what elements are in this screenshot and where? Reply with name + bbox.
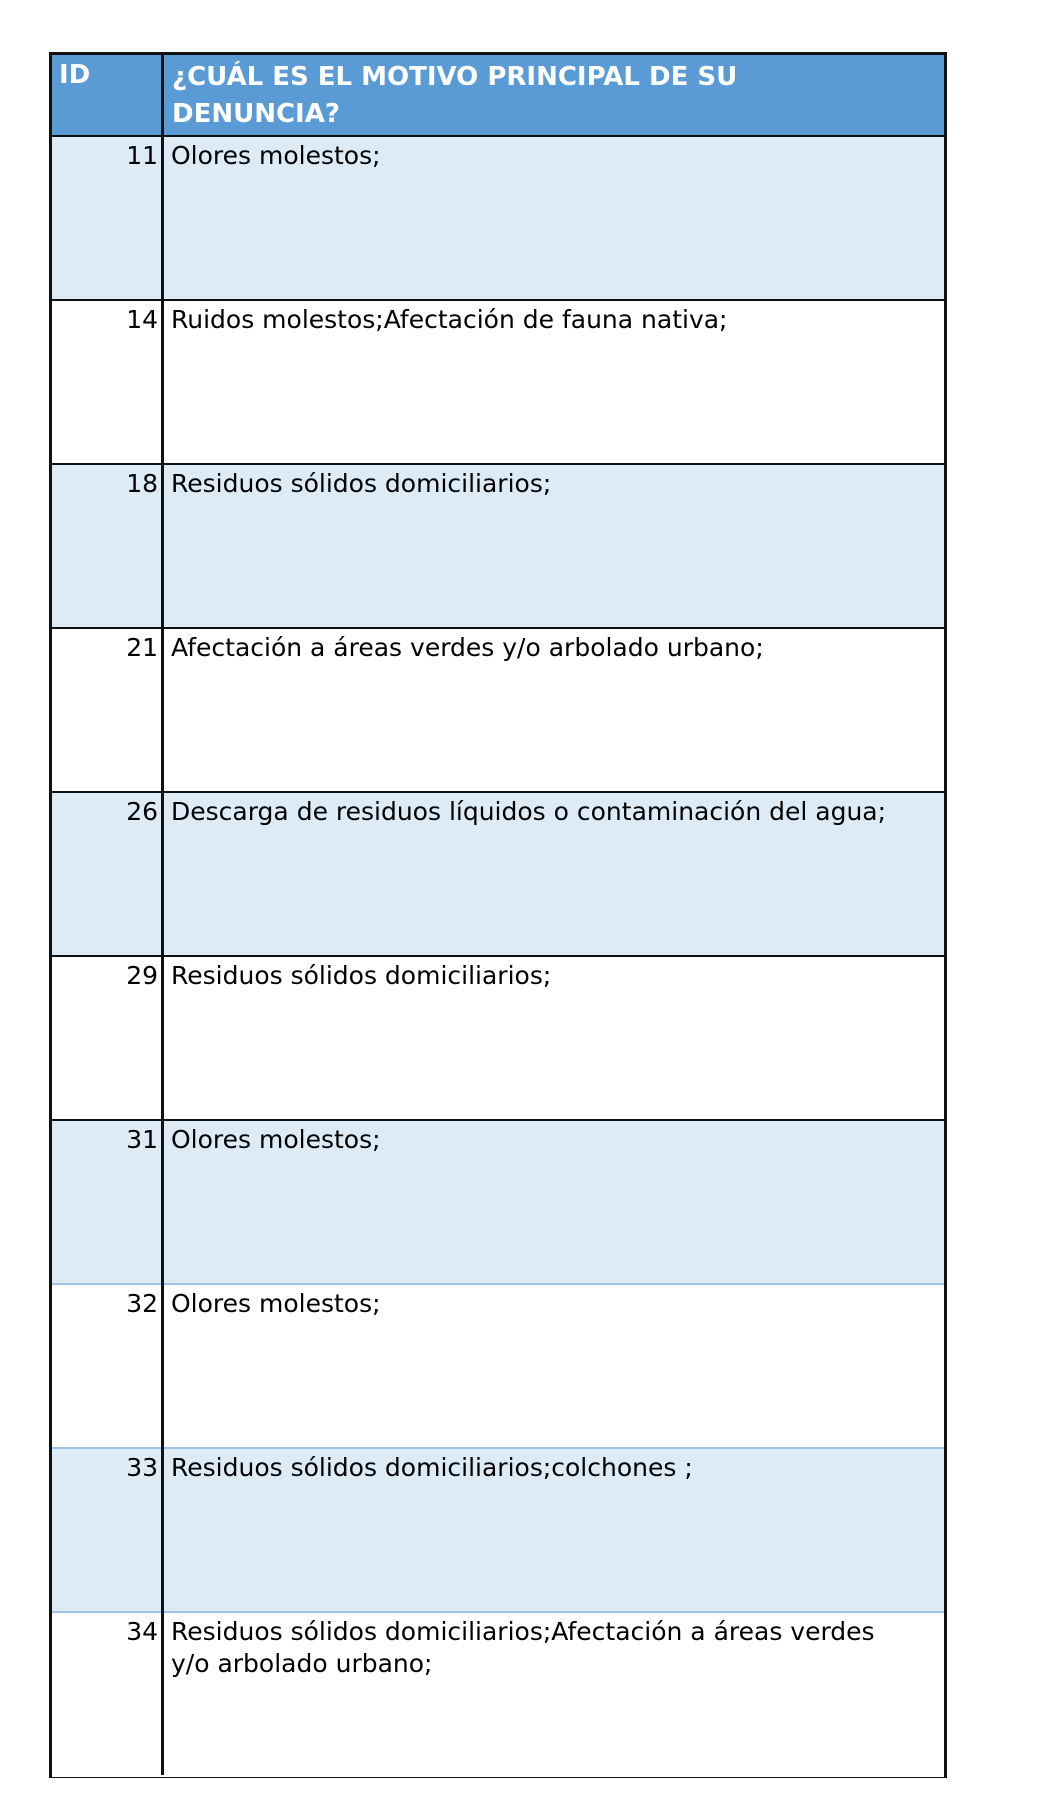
table-row [52,1285,944,1449]
row-id: 26 [126,797,158,826]
table-row [52,1449,944,1613]
row-reason: Residuos sólidos domiciliarios; [171,961,552,990]
row-id: 33 [126,1453,158,1482]
row-id: 14 [126,305,158,334]
header-id: ID [59,60,91,90]
row-reason: Olores molestos; [171,141,381,170]
table-row [52,793,944,957]
row-reason: Descarga de residuos líquidos o contaminación del agua; [171,797,887,826]
row-reason: Ruidos molestos;Afectación de fauna nativa; [171,305,728,334]
table-row [52,1613,944,1777]
row-id: 21 [126,633,158,662]
column-divider [161,55,164,1775]
table-row [52,465,944,629]
table-row [52,137,944,301]
row-id: 32 [126,1289,158,1318]
row-id: 11 [126,141,158,170]
row-reason: Afectación a áreas verdes y/o arbolado urbano; [171,633,764,662]
table-row [52,1121,944,1285]
row-reason: Residuos sólidos domiciliarios;colchones ; [171,1453,693,1482]
table-row [52,301,944,465]
row-reason: Residuos sólidos domiciliarios; [171,469,552,498]
complaints-table [49,52,947,1778]
row-reason: Olores molestos; [171,1125,381,1154]
row-id: 18 [126,469,158,498]
header-reason: ¿CUÁL ES EL MOTIVO PRINCIPAL DE SU DENUNCIA? [172,62,738,129]
row-id: 31 [126,1125,158,1154]
table-row [52,629,944,793]
table-header [52,55,944,137]
row-reason: Residuos sólidos domiciliarios;Afectación a áreas verdes y/o arbolado urbano; [171,1617,875,1678]
row-id: 29 [126,961,158,990]
table-row [52,957,944,1121]
row-reason: Olores molestos; [171,1289,381,1318]
row-id: 34 [126,1617,158,1646]
